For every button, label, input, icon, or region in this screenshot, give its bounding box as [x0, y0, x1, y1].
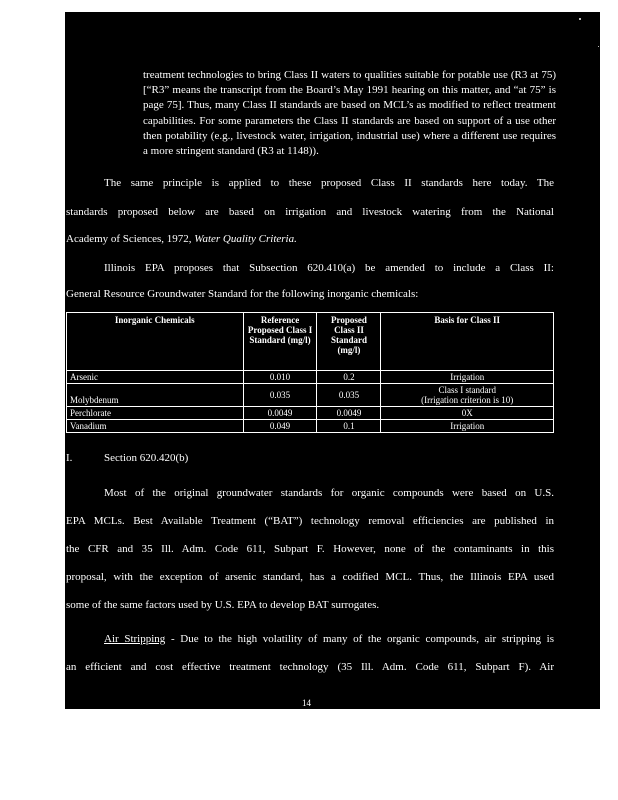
cell-class2: 0.0049 [317, 407, 381, 420]
cell-chemical: Vanadium [67, 420, 244, 433]
para3-line4: proposal, with the exception of arsenic standard, has a codified MCL. Thus, the Illinois EPA used [66, 571, 554, 583]
para3-line1: Most of the original groundwater standards for organic compounds were based on U.S. [104, 487, 554, 499]
header-basis: Basis for Class II [381, 313, 554, 371]
header-class1-standard: Reference Proposed Class I Standard (mg/l) [243, 313, 317, 371]
cell-chemical: Perchlorate [67, 407, 244, 420]
scan-speck [579, 18, 581, 20]
section-title: Section 620.420(b) [104, 452, 189, 464]
cell-class1: 0.035 [243, 384, 317, 407]
block-quote: treatment technologies to bring Class II waters to qualities suitable for potable use (R3 at 75) [“R3” means the transcript from the Board’s May 1991 hearing on this matter, and “at 75” is page 75]. Thus, many Class II standards are based on MCL’s as modified to reflect treatment capabilities. For some parameters the Class II standards are based on support of a use other then potability (e.g., livestock water, irrigation, industrial use) where a different use requires a more stringent standard (R3 at 1148)). [143, 69, 556, 158]
para2-line1: Illinois EPA proposes that Subsection 620.410(a) be amended to include a Class II: [104, 262, 554, 274]
scan-speck [598, 46, 599, 47]
inorganic-standards-table [66, 312, 554, 433]
para3-line5: some of the same factors used by U.S. EPA to develop BAT surrogates. [66, 599, 380, 611]
air-stripping-heading: Air Stripping [104, 633, 166, 645]
para4-line1 [104, 632, 554, 646]
section-heading [66, 452, 188, 464]
basis-note: (Irrigation criterion is 10) [421, 395, 514, 405]
cell-basis: 0X [381, 407, 554, 420]
para1-line3-text: Academy of Sciences, 1972, [66, 233, 195, 245]
cell-class1: 0.0049 [243, 407, 317, 420]
basis-text: Class I standard [438, 385, 496, 395]
table-header-row [67, 313, 554, 371]
cell-basis: Irrigation [381, 420, 554, 433]
cell-class2: 0.1 [317, 420, 381, 433]
cell-class2: 0.2 [317, 371, 381, 384]
para4-line2: an efficient and cost effective treatment technology (35 Ill. Adm. Code 611, Subpart F). Air [66, 661, 554, 673]
table-row [67, 407, 554, 420]
cell-class2: 0.035 [317, 384, 381, 407]
cell-basis [381, 384, 554, 407]
para1-line3 [66, 232, 554, 246]
table-row [67, 384, 554, 407]
para4-line1-text: - Due to the high volatility of many of the organic compounds, air stripping is [165, 633, 554, 645]
para3-line2: EPA MCLs. Best Available Treatment (“BAT”) technology removal efficiencies are published in [66, 515, 554, 527]
table-row [67, 420, 554, 433]
para3-line3: the CFR and 35 Ill. Adm. Code 611, Subpart F. However, none of the contaminants in this [66, 543, 554, 555]
table-row [67, 371, 554, 384]
header-class2-standard: Proposed Class II Standard (mg/l) [317, 313, 381, 371]
cell-chemical: Molybdenum [67, 384, 244, 407]
para1-line1: The same principle is applied to these proposed Class II standards here today. The [104, 177, 554, 189]
para2-line2: General Resource Groundwater Standard for the following inorganic chemicals: [66, 288, 419, 300]
cell-class1: 0.010 [243, 371, 317, 384]
publication-title: Water Quality Criteria. [194, 233, 297, 245]
section-number: I. [66, 452, 73, 464]
page-number: 14 [302, 698, 311, 708]
header-inorganic-chemicals: Inorganic Chemicals [67, 313, 244, 371]
cell-basis: Irrigation [381, 371, 554, 384]
para1-line2: standards proposed below are based on irrigation and livestock watering from the National [66, 206, 554, 218]
cell-class1: 0.049 [243, 420, 317, 433]
cell-chemical: Arsenic [67, 371, 244, 384]
